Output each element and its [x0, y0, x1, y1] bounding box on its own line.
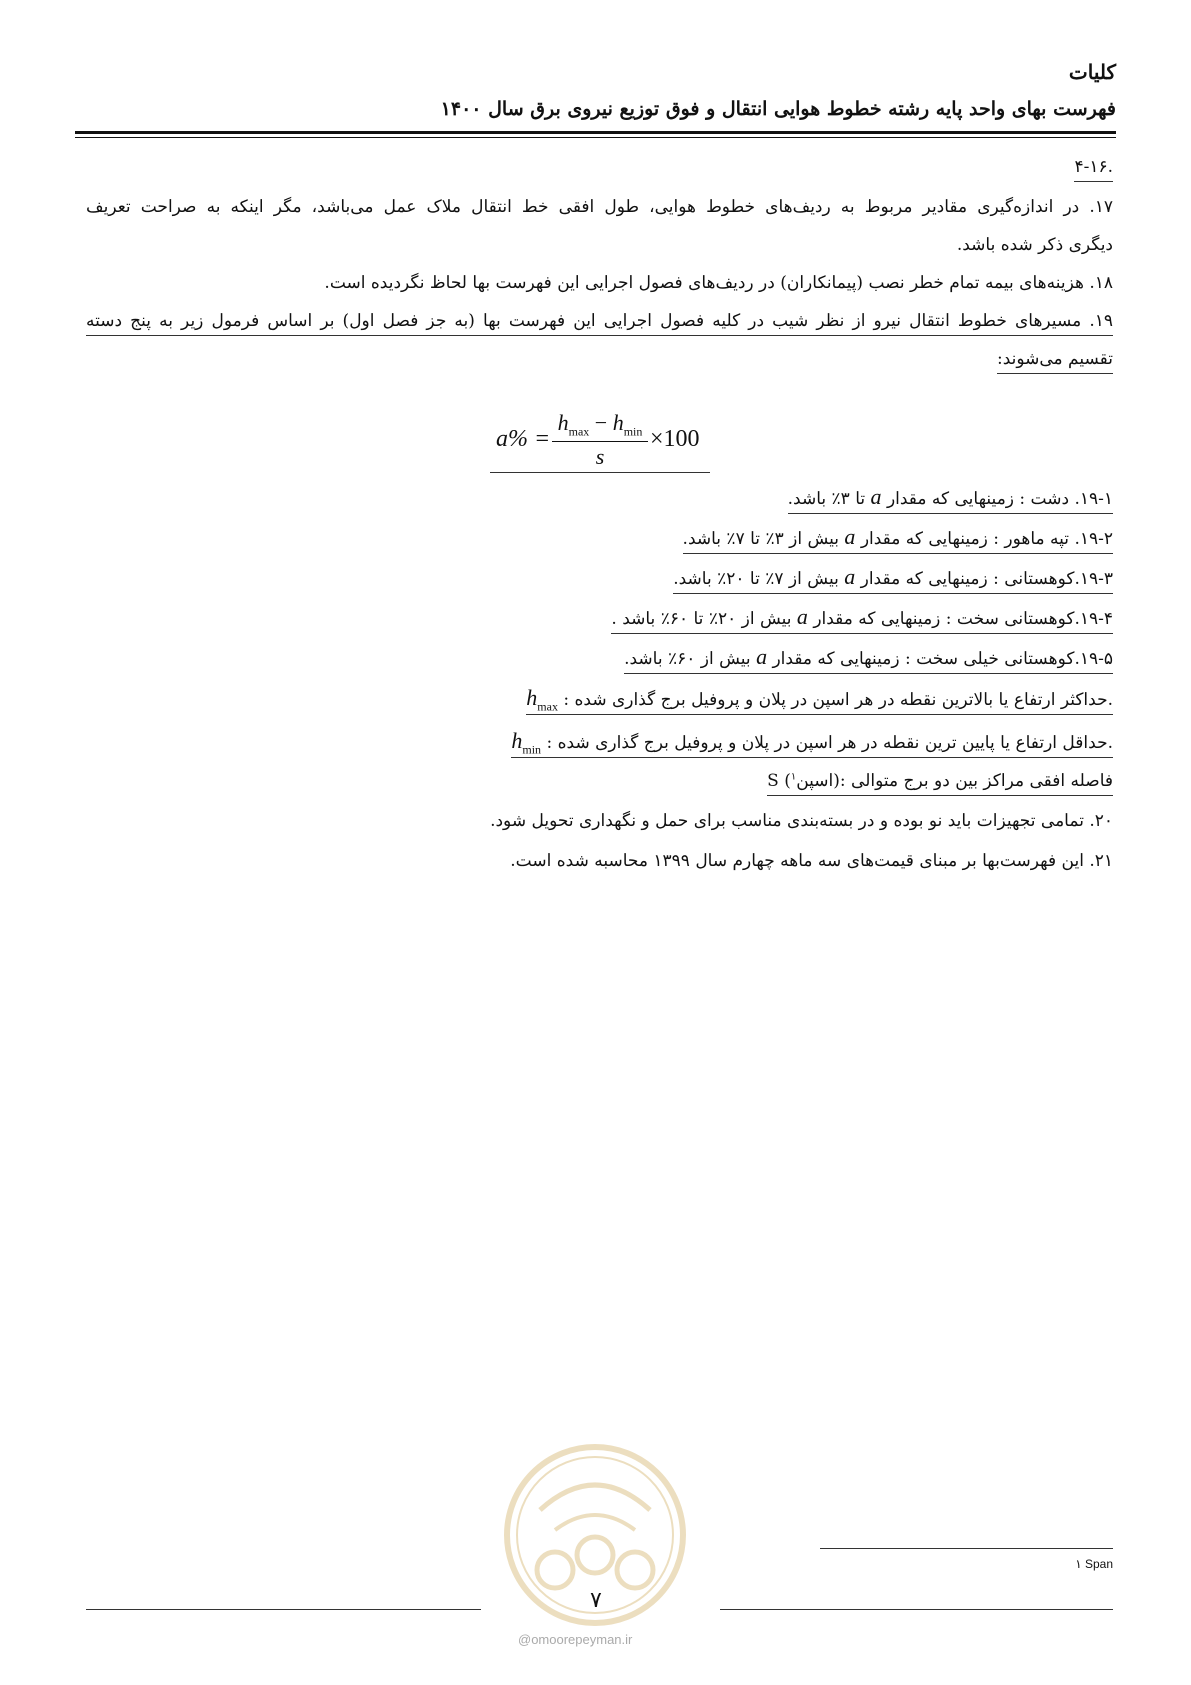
category-plain: ۱۹-۱. دشت : زمینهایی که مقدار a تا ۳٪ باشد. — [788, 482, 1113, 513]
header-rule-thin — [75, 137, 1116, 138]
slope-formula — [490, 410, 710, 473]
formula-lhs: a% = — [496, 426, 551, 452]
footer-rule-left — [86, 1609, 481, 1610]
para-18: ۱۸. هزینه‌های بیمه تمام خطر نصب (پیمانکاران) در ردیف‌های فصول اجرایی این فهرست بها لحاظ نگردیده است. — [324, 273, 1113, 293]
hmax-definition: $h_{max}$ : حداکثر ارتفاع یا بالاترین نقطه در هر اسپن در پلان و پروفیل برج گذاری شده. — [526, 685, 1113, 714]
category-hard-mountainous: ۱۹-۴.کوهستانی سخت : زمینهایی که مقدار a بیش از ۲۰٪ تا ۶۰٪ باشد . — [611, 602, 1113, 633]
para-21: ۲۱. این فهرست‌بها بر مبنای قیمت‌های سه ماهه چهارم سال ۱۳۹۹ محاسبه شده است. — [510, 851, 1113, 871]
category-very-hard-mountainous: ۱۹-۵.کوهستانی خیلی سخت : زمینهایی که مقدار a بیش از ۶۰٪ باشد. — [624, 642, 1113, 673]
para-20: ۲۰. تمامی تجهیزات باید نو بوده و در بسته‌بندی مناسب برای حمل و نگهداری تحویل شود. — [490, 811, 1113, 831]
footnote-rule — [820, 1548, 1113, 1549]
footnote: ۱ Span — [1075, 1557, 1113, 1571]
header-rule-thick — [75, 131, 1116, 134]
chapter-title: کلیات — [1068, 60, 1116, 84]
formula-rhs: ×100 — [650, 426, 700, 452]
category-mountainous: ۱۹-۳.کوهستانی : زمینهایی که مقدار a بیش از ۷٪ تا ۲۰٪ باشد. — [673, 562, 1113, 593]
formula-denominator: s — [595, 444, 605, 470]
formula-fraction — [552, 410, 648, 470]
watermark-url: @omoorepeyman.ir — [518, 1632, 633, 1647]
para-19-line-2: تقسیم می‌شوند: — [997, 348, 1113, 372]
formula-numerator: $h_{max} - h_{min}$ — [552, 410, 648, 442]
para-17-line-2: دیگری ذکر شده باشد. — [956, 235, 1113, 255]
category-hilly: ۱۹-۲. تپه ماهور : زمینهایی که مقدار a بیش از ۳٪ تا ۷٪ باشد. — [683, 522, 1113, 553]
hmin-symbol: $h_{min}$ — [511, 728, 542, 757]
para-17-line-1: ۱۷. در اندازه‌گیری مقادیر مربوط به ردیف‌های خطوط هوایی، طول افقی خط انتقال ملاک عمل می‌باشد، مگر اینکه به صراحت تعریف — [86, 197, 1113, 217]
hmin-definition: $h_{min}$ : حداقل ارتفاع یا پایین ترین نقطه در هر اسپن در پلان و پروفیل برج گذاری شده. — [511, 728, 1113, 757]
span-definition: S (اسپن$^۱$ ): فاصله افقی مراکز بین دو برج متوالی — [767, 770, 1113, 794]
page-number: ۷ — [590, 1588, 602, 1613]
footer-rule-right — [720, 1609, 1113, 1610]
section-reference: ۴-۱۶. — [1074, 156, 1113, 180]
hmax-symbol: $h_{max}$ — [526, 685, 558, 714]
para-19-line-1: ۱۹. مسیرهای خطوط انتقال نیرو از نظر شیب در کلیه فصول اجرایی این فهرست بها (به جز فصل اول) بر اساس فرمول زیر به پنج دسته — [86, 310, 1113, 334]
document-subtitle: فهرست بهای واحد پایه رشته خطوط هوایی انتقال و فوق توزیع نیروی برق سال ۱۴۰۰ — [440, 98, 1116, 120]
